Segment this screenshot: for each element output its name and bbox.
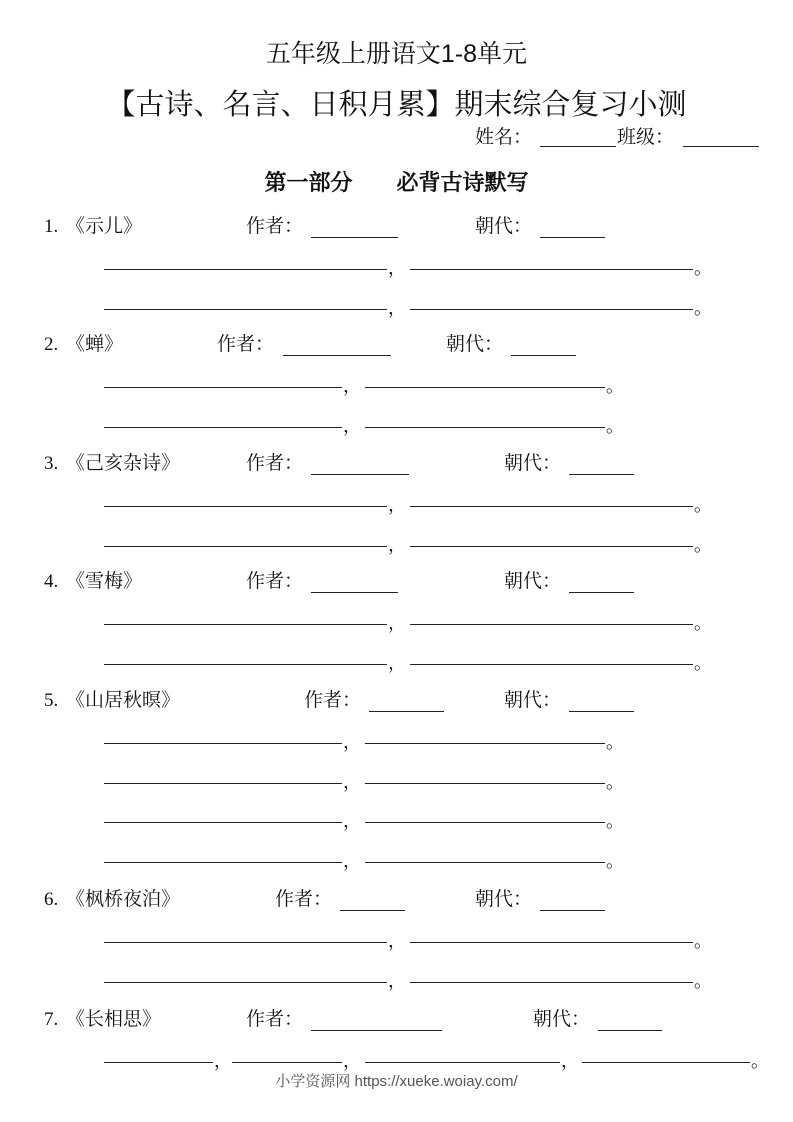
comma: ， <box>388 970 406 991</box>
author-label: 作者： <box>246 1009 304 1030</box>
answer-blank[interactable] <box>104 624 387 625</box>
period: 。 <box>694 258 712 278</box>
author-blank[interactable] <box>311 237 398 238</box>
answer-blank[interactable] <box>365 822 605 823</box>
dynasty-blank[interactable] <box>569 474 634 475</box>
document-title: 五年级上册语文1-8单元 <box>265 40 528 68</box>
dynasty-blank[interactable] <box>540 910 605 911</box>
answer-blank[interactable] <box>104 309 387 310</box>
period: 。 <box>694 652 712 673</box>
answer-blank[interactable] <box>104 387 342 388</box>
answer-blank[interactable] <box>410 624 693 625</box>
author-label: 作者： <box>304 690 362 711</box>
comma: ， <box>343 771 361 792</box>
author-label: 作者： <box>246 453 304 474</box>
answer-blank[interactable] <box>410 546 693 547</box>
period: 。 <box>694 613 712 633</box>
poem-number: 7. <box>44 1009 59 1030</box>
class-blank[interactable] <box>683 146 759 147</box>
dynasty-blank[interactable] <box>511 355 576 356</box>
answer-blank[interactable] <box>104 982 387 983</box>
answer-blank[interactable] <box>410 942 693 943</box>
comma: ， <box>388 652 406 673</box>
period: 。 <box>694 495 712 515</box>
answer-blank[interactable] <box>104 862 342 863</box>
period: 。 <box>606 850 624 871</box>
period: 。 <box>694 970 712 991</box>
comma: ， <box>343 415 361 436</box>
comma: ， <box>388 495 406 515</box>
dynasty-label: 朝代： <box>475 216 533 237</box>
dynasty-label: 朝代： <box>504 690 562 711</box>
dynasty-label: 朝代： <box>475 889 533 910</box>
footer-watermark: 小学资源网 https://xueke.woiay.com/ <box>275 1073 518 1090</box>
answer-blank[interactable] <box>104 1062 213 1063</box>
author-label: 作者： <box>246 216 304 237</box>
poem-number: 5. <box>44 690 59 711</box>
period: 。 <box>606 811 624 831</box>
name-label: 姓名： <box>475 127 533 148</box>
answer-blank[interactable] <box>410 309 693 310</box>
author-blank[interactable] <box>283 355 391 356</box>
period: 。 <box>694 297 712 318</box>
comma: ， <box>343 1051 361 1071</box>
answer-blank[interactable] <box>104 506 387 507</box>
poem-title: 《枫桥夜泊》 <box>66 889 181 910</box>
answer-blank[interactable] <box>365 743 605 744</box>
answer-blank[interactable] <box>410 506 693 507</box>
author-blank[interactable] <box>311 1030 442 1031</box>
comma: ， <box>388 534 406 555</box>
poem-title: 《示儿》 <box>66 216 143 237</box>
answer-blank[interactable] <box>104 664 387 665</box>
period: 。 <box>694 534 712 555</box>
period: 。 <box>694 931 712 951</box>
poem-title: 《雪梅》 <box>66 571 143 592</box>
comma: ， <box>343 732 361 752</box>
period: 。 <box>606 415 624 436</box>
poem-number: 1. <box>44 216 59 237</box>
comma: ， <box>561 1051 579 1071</box>
comma: ， <box>388 258 406 278</box>
poem-number: 6. <box>44 889 59 910</box>
answer-blank[interactable] <box>410 664 693 665</box>
dynasty-label: 朝代： <box>504 571 562 592</box>
dynasty-label: 朝代： <box>533 1009 591 1030</box>
answer-blank[interactable] <box>232 1062 342 1063</box>
author-blank[interactable] <box>311 592 398 593</box>
author-label: 作者： <box>275 889 333 910</box>
answer-blank[interactable] <box>104 783 342 784</box>
dynasty-blank[interactable] <box>569 592 634 593</box>
section-title: 第一部分 必背古诗默写 <box>264 170 529 195</box>
poem-number: 4. <box>44 571 59 592</box>
comma: ， <box>343 376 361 396</box>
author-blank[interactable] <box>311 474 409 475</box>
class-label: 班级： <box>617 127 675 148</box>
answer-blank[interactable] <box>365 1062 560 1063</box>
answer-blank[interactable] <box>365 862 605 863</box>
dynasty-blank[interactable] <box>598 1030 662 1031</box>
poem-title: 《己亥杂诗》 <box>66 453 181 474</box>
comma: ， <box>388 613 406 633</box>
poem-title: 《长相思》 <box>66 1009 162 1030</box>
answer-blank[interactable] <box>410 269 693 270</box>
period: 。 <box>751 1051 769 1071</box>
period: 。 <box>606 376 624 396</box>
period: 。 <box>606 732 624 752</box>
answer-blank[interactable] <box>104 269 387 270</box>
answer-blank[interactable] <box>365 387 605 388</box>
dynasty-label: 朝代： <box>446 334 504 355</box>
document-subtitle: 【古诗、名言、日积月累】期末综合复习小测 <box>106 89 687 121</box>
answer-blank[interactable] <box>104 743 342 744</box>
answer-blank[interactable] <box>104 822 342 823</box>
answer-blank[interactable] <box>365 427 605 428</box>
period: 。 <box>606 771 624 792</box>
dynasty-blank[interactable] <box>540 237 605 238</box>
author-label: 作者： <box>246 571 304 592</box>
comma: ， <box>388 297 406 318</box>
comma: ， <box>214 1051 232 1071</box>
dynasty-label: 朝代： <box>504 453 562 474</box>
poem-number: 3. <box>44 453 59 474</box>
dynasty-blank[interactable] <box>569 711 634 712</box>
comma: ， <box>343 850 361 871</box>
poem-title: 《蝉》 <box>66 334 124 355</box>
answer-blank[interactable] <box>365 783 605 784</box>
name-blank[interactable] <box>540 146 616 147</box>
author-blank[interactable] <box>340 910 405 911</box>
answer-blank[interactable] <box>410 982 693 983</box>
answer-blank[interactable] <box>104 546 387 547</box>
comma: ， <box>343 811 361 831</box>
poem-number: 2. <box>44 334 59 355</box>
poem-title: 《山居秋暝》 <box>66 690 181 711</box>
comma: ， <box>388 931 406 951</box>
author-blank[interactable] <box>369 711 444 712</box>
author-label: 作者： <box>217 334 275 355</box>
answer-blank[interactable] <box>582 1062 750 1063</box>
answer-blank[interactable] <box>104 427 342 428</box>
answer-blank[interactable] <box>104 942 387 943</box>
